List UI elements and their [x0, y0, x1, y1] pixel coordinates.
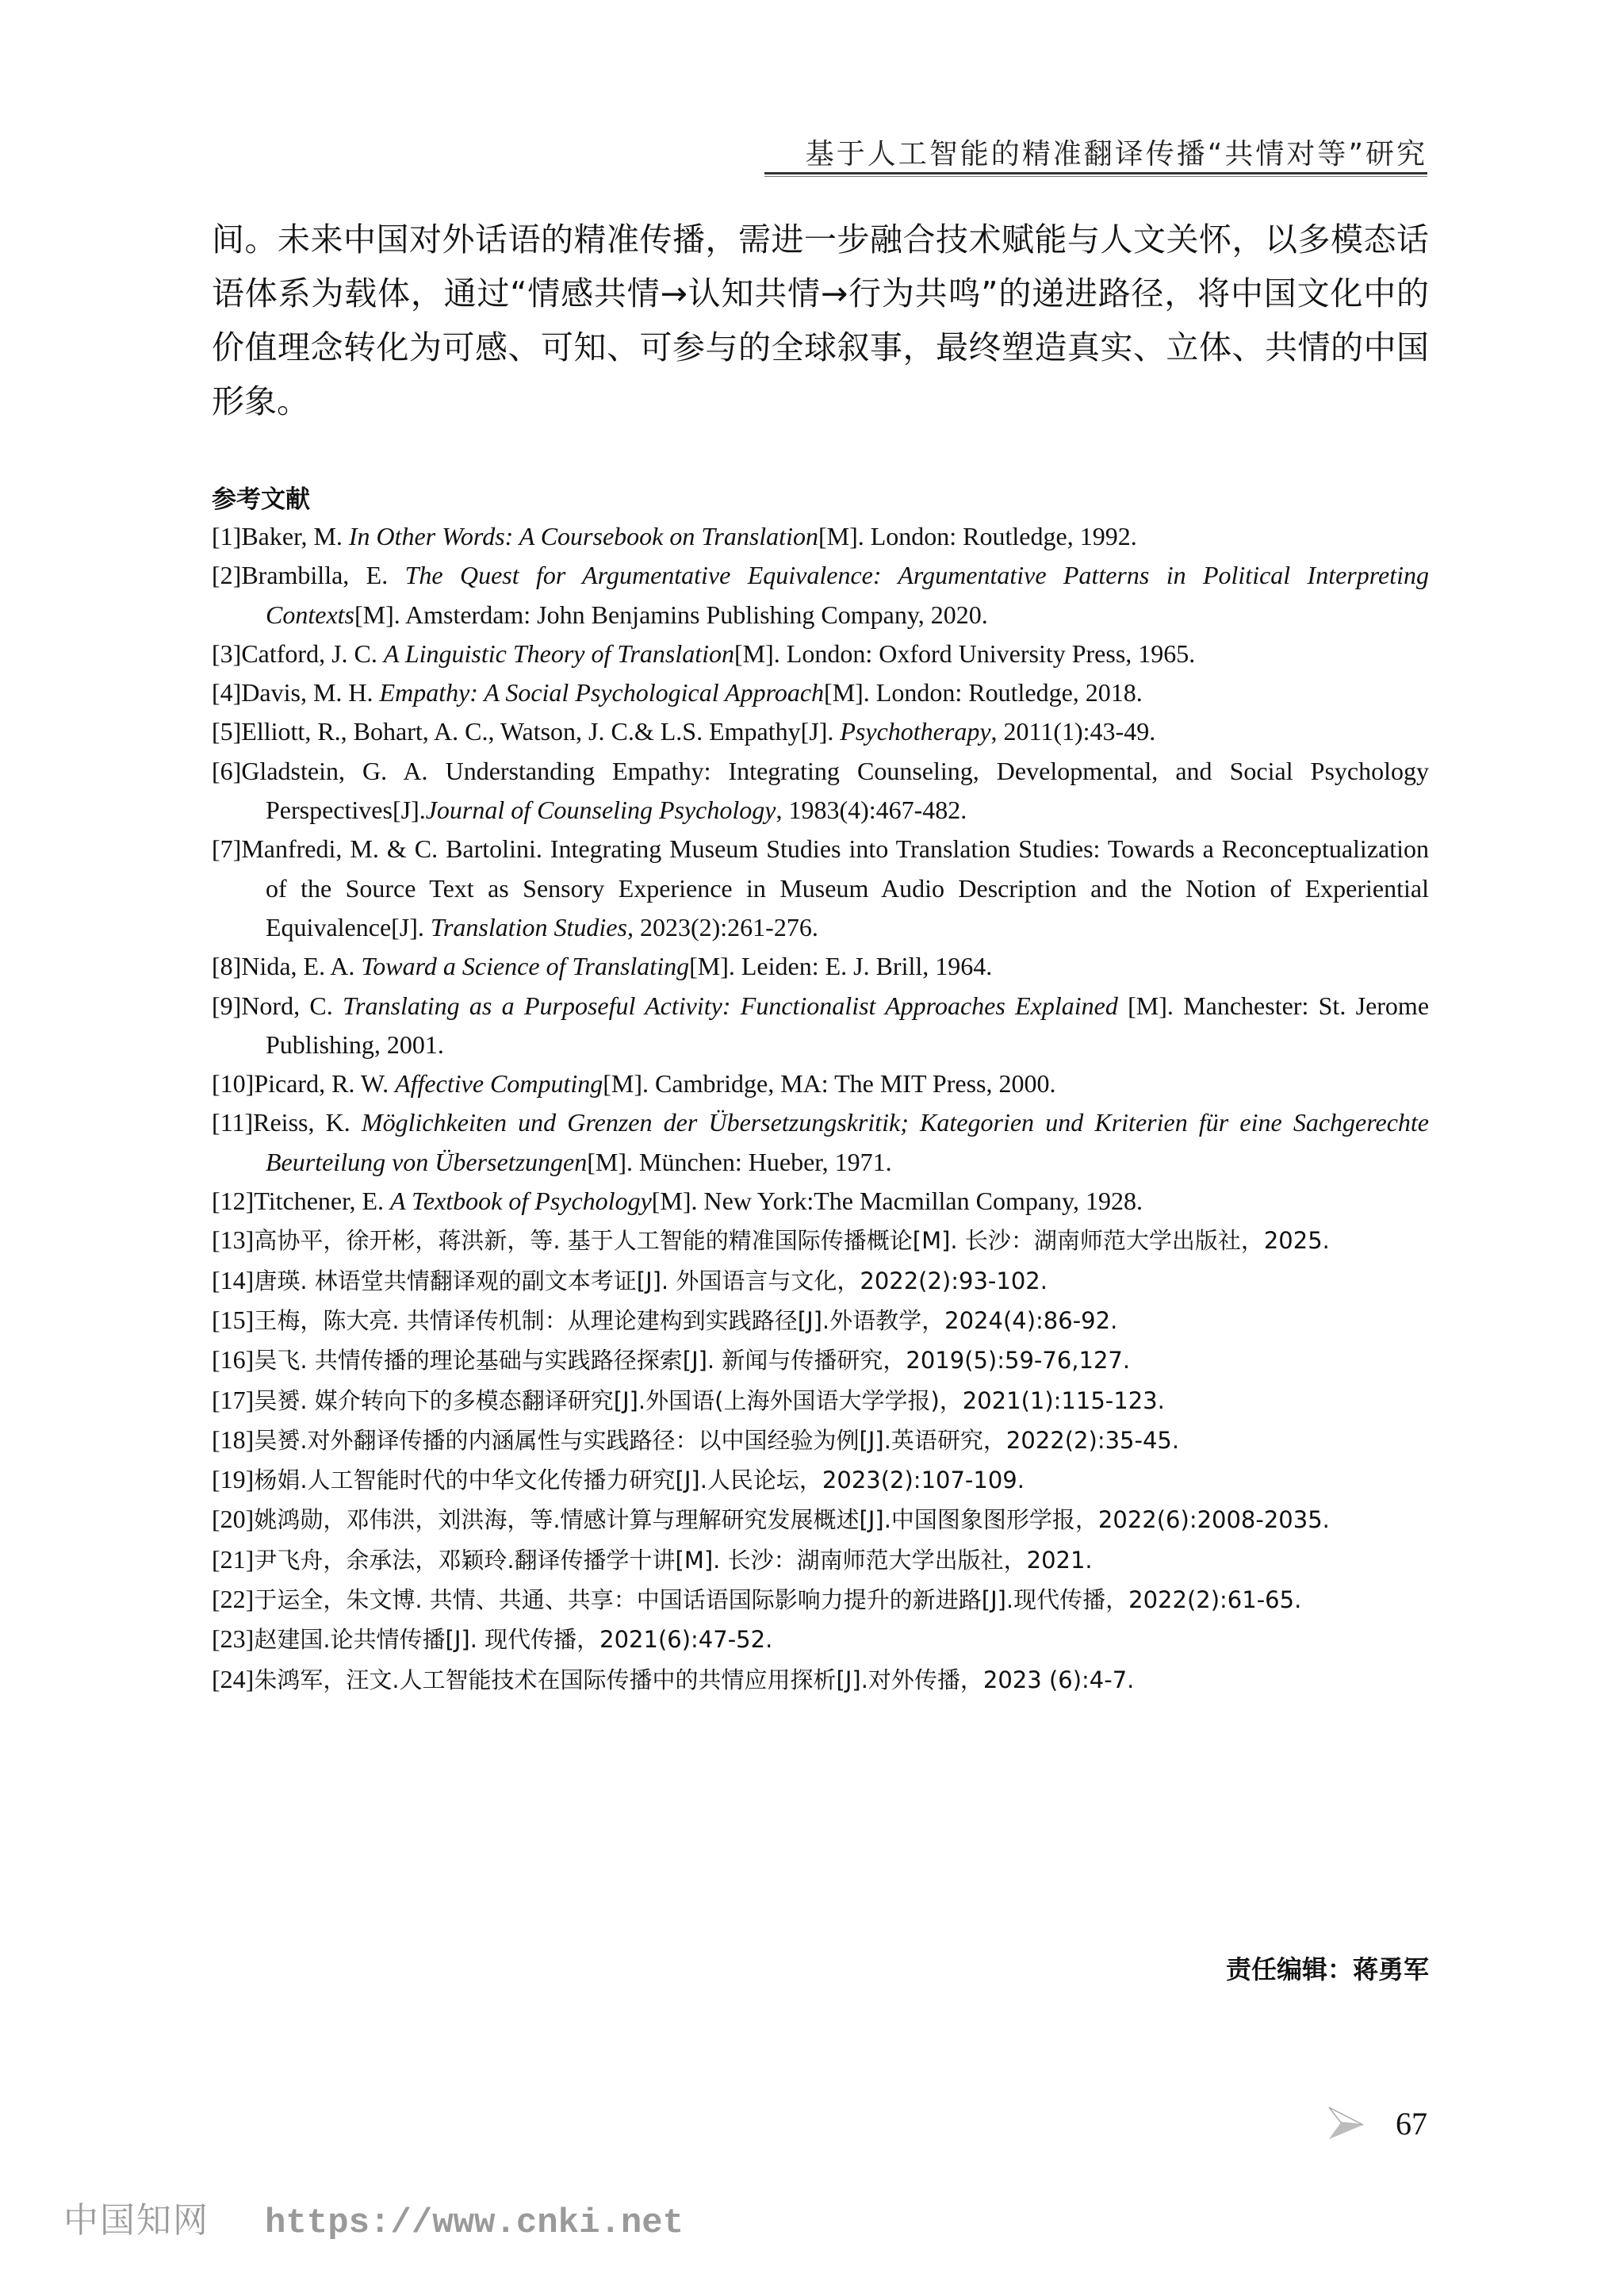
- reference-item: [212, 1381, 1429, 1421]
- reference-item: [212, 830, 1429, 947]
- reference-text: 唐瑛. 林语堂共情翻译观的副文本考证[J]. 外国语言与文化，2022(2):93-102.: [254, 1267, 1048, 1294]
- references-heading: 参考文献: [212, 485, 310, 514]
- body-paragraph: 间。未来中国对外话语的精准传播，需进一步融合技术赋能与人文关怀，以多模态话语体系为载体，通过“情感共情→认知共情→行为共鸣”的递进路径，将中国文化中的价值理念转化为可感、可知、可参与的全球叙事，最终塑造真实、立体、共情的中国形象。: [212, 220, 1429, 420]
- reference-number: [1]: [212, 522, 242, 550]
- reference-item: [212, 1460, 1429, 1500]
- reference-item: [212, 1221, 1429, 1260]
- header-rule: [764, 172, 1427, 177]
- watermark-url[interactable]: https://www.cnki.net: [265, 2203, 684, 2243]
- reference-text: 高协平，徐开彬，蒋洪新，等. 基于人工智能的精准国际传播概论[M]. 长沙：湖南师范大学出版社，2025.: [254, 1227, 1330, 1255]
- reference-text: Elliott, R., Bohart, A. C., Watson, J. C.& L.S. Empathy[J].: [241, 717, 841, 746]
- reference-text: 王梅，陈大亮. 共情译传机制：从理论建构到实践路径[J].外语教学，2024(4):86-92.: [254, 1306, 1118, 1334]
- reference-number: [12]: [212, 1187, 255, 1216]
- responsible-editor: 责任编辑：蒋勇军: [1225, 1954, 1429, 1984]
- reference-text: [M]. London: Routledge, 1992.: [818, 522, 1137, 550]
- page-number: 67: [1396, 2106, 1427, 2142]
- reference-number: [15]: [212, 1305, 255, 1334]
- reference-title-italic: Möglichkeiten und Grenzen der Übersetzungskritik; Kategorien und Kriterien für eine Sachgerechte Beurteilung von Übersetzungen: [266, 1108, 1429, 1176]
- reference-title-italic: Journal of Counseling Psychology: [425, 796, 776, 825]
- reference-title-italic: Toward a Science of Translating: [361, 952, 690, 981]
- reference-number: [5]: [212, 717, 242, 746]
- reference-text: Nida, E. A.: [241, 952, 362, 981]
- reference-text: Reiss, K.: [253, 1108, 362, 1137]
- reference-title-italic: Affective Computing: [395, 1069, 603, 1099]
- reference-number: [16]: [212, 1345, 255, 1375]
- reference-text: [M]. Amsterdam: John Benjamins Publishing Company, 2020.: [354, 600, 988, 629]
- reference-title-italic: In Other Words: A Coursebook on Translation: [348, 522, 818, 550]
- reference-number: [6]: [212, 756, 242, 785]
- reference-text: 杨娟.人工智能时代的中华文化传播力研究[J].人民论坛，2023(2):107-109.: [254, 1467, 1025, 1494]
- reference-text: [M]. Manchester: St. Jerome Publishing, 2001.: [266, 991, 1430, 1059]
- reference-item: [212, 556, 1429, 635]
- reference-number: [22]: [212, 1585, 255, 1614]
- reference-item: [212, 1182, 1429, 1221]
- reference-item: [212, 635, 1429, 673]
- page-arrow-icon: [1328, 2107, 1364, 2140]
- reference-text: Picard, R. W.: [254, 1069, 396, 1099]
- reference-list: [212, 517, 1429, 1700]
- reference-title-italic: Translation Studies: [430, 912, 627, 941]
- reference-number: [20]: [212, 1505, 255, 1534]
- reference-text: Brambilla, E.: [241, 561, 405, 590]
- reference-number: [19]: [212, 1465, 255, 1494]
- reference-number: [10]: [212, 1069, 255, 1099]
- reference-text: 吴飞. 共情传播的理论基础与实践路径探索[J]. 新闻与传播研究，2019(5):59-76,127.: [254, 1347, 1131, 1375]
- reference-item: [212, 1540, 1429, 1580]
- reference-text: Manfredi, M. & C. Bartolini. Integrating Museum Studies into Translation Studies: Towards a Reconceptualization of the Source Text as Sensory Experience in Museum Audio Description and the Notion of Experiential Equivalence[J].: [241, 834, 1429, 941]
- reference-number: [21]: [212, 1544, 255, 1574]
- reference-number: [8]: [212, 952, 242, 981]
- reference-item: [212, 1064, 1429, 1103]
- reference-number: [18]: [212, 1424, 255, 1454]
- reference-item: [212, 1580, 1429, 1620]
- reference-item: [212, 1301, 1429, 1340]
- reference-number: [17]: [212, 1385, 255, 1414]
- reference-text: 赵建国.论共情传播[J]. 现代传播，2021(6):47-52.: [254, 1626, 773, 1654]
- reference-item: [212, 1261, 1429, 1301]
- reference-text: 于运全，朱文博. 共情、共通、共享：中国话语国际影响力提升的新进路[J].现代传播，2022(2):61-65.: [254, 1586, 1302, 1614]
- reference-item: [212, 987, 1429, 1065]
- reference-text: Nord, C.: [241, 991, 343, 1020]
- reference-text: , 1983(4):467-482.: [776, 796, 967, 825]
- reference-title-italic: The Quest for Argumentative Equivalence: Argumentative Patterns in Political Interpreting Contexts: [266, 561, 1430, 629]
- reference-text: 吴赟. 媒介转向下的多模态翻译研究[J].外国语(上海外国语大学学报)，2021(1):115-123.: [254, 1386, 1165, 1414]
- reference-number: [14]: [212, 1265, 255, 1294]
- reference-item: [212, 1340, 1429, 1380]
- running-title: 基于人工智能的精准翻译传播“共情对等”研究: [805, 138, 1427, 171]
- reference-item: [212, 517, 1429, 556]
- reference-number: [2]: [212, 561, 242, 590]
- watermark-cn-text: 中国知网: [63, 2200, 209, 2241]
- reference-text: [M]. München: Hueber, 1971.: [587, 1147, 892, 1176]
- reference-text: [M]. London: Oxford University Press, 1965.: [734, 638, 1196, 668]
- cnki-watermark: [63, 2191, 684, 2243]
- reference-text: 吴赟.对外翻译传播的内涵属性与实践路径：以中国经验为例[J].英语研究，2022(2):35-45.: [254, 1426, 1180, 1454]
- reference-number: [3]: [212, 638, 242, 668]
- reference-text: Catford, J. C.: [241, 638, 384, 668]
- reference-text: 尹飞舟，余承法，邓颖玲.翻译传播学十讲[M]. 长沙：湖南师范大学出版社，2021.: [254, 1546, 1093, 1574]
- reference-item: [212, 1660, 1429, 1700]
- reference-item: [212, 673, 1429, 712]
- reference-item: [212, 947, 1429, 986]
- reference-text: [M]. New York:The Macmillan Company, 1928.: [651, 1187, 1143, 1216]
- reference-number: [4]: [212, 678, 242, 707]
- reference-text: Gladstein, G. A. Understanding Empathy: Integrating Counseling, Developmental, and Social Psychology Perspectives[J].: [241, 756, 1429, 825]
- reference-item: [212, 1103, 1429, 1182]
- reference-item: [212, 1421, 1429, 1460]
- reference-title-italic: Empathy: A Social Psychological Approach: [379, 678, 825, 707]
- reference-number: [9]: [212, 991, 242, 1020]
- reference-item: [212, 1500, 1429, 1540]
- reference-title-italic: A Linguistic Theory of Translation: [383, 638, 734, 668]
- reference-item: [212, 752, 1429, 830]
- reference-text: Titchener, E.: [254, 1187, 391, 1216]
- reference-text: 朱鸿军，汪文.人工智能技术在国际传播中的共情应用探析[J].对外传播，2023 (6):4-7.: [254, 1666, 1135, 1693]
- reference-text: 姚鸿勋，邓伟洪，刘洪海，等.情感计算与理解研究发展概述[J].中国图象图形学报，2022(6):2008-2035.: [254, 1506, 1330, 1534]
- reference-title-italic: A Textbook of Psychology: [390, 1187, 652, 1216]
- reference-text: [M]. Cambridge, MA: The MIT Press, 2000.: [603, 1069, 1056, 1099]
- reference-text: , 2023(2):261-276.: [626, 912, 818, 941]
- reference-title-italic: Translating as a Purposeful Activity: Functionalist Approaches Explained: [343, 991, 1118, 1020]
- reference-text: Davis, M. H.: [241, 678, 380, 707]
- reference-text: Baker, M.: [241, 522, 349, 550]
- reference-item: [212, 712, 1429, 751]
- reference-number: [7]: [212, 834, 242, 864]
- reference-text: [M]. London: Routledge, 2018.: [824, 678, 1143, 707]
- reference-number: [23]: [212, 1624, 255, 1654]
- reference-text: [M]. Leiden: E. J. Brill, 1964.: [689, 952, 993, 981]
- reference-number: [11]: [212, 1108, 254, 1137]
- reference-text: , 2011(1):43-49.: [990, 717, 1156, 746]
- reference-item: [212, 1620, 1429, 1659]
- reference-number: [24]: [212, 1664, 255, 1693]
- reference-title-italic: Psychotherapy: [840, 717, 991, 746]
- reference-number: [13]: [212, 1225, 255, 1255]
